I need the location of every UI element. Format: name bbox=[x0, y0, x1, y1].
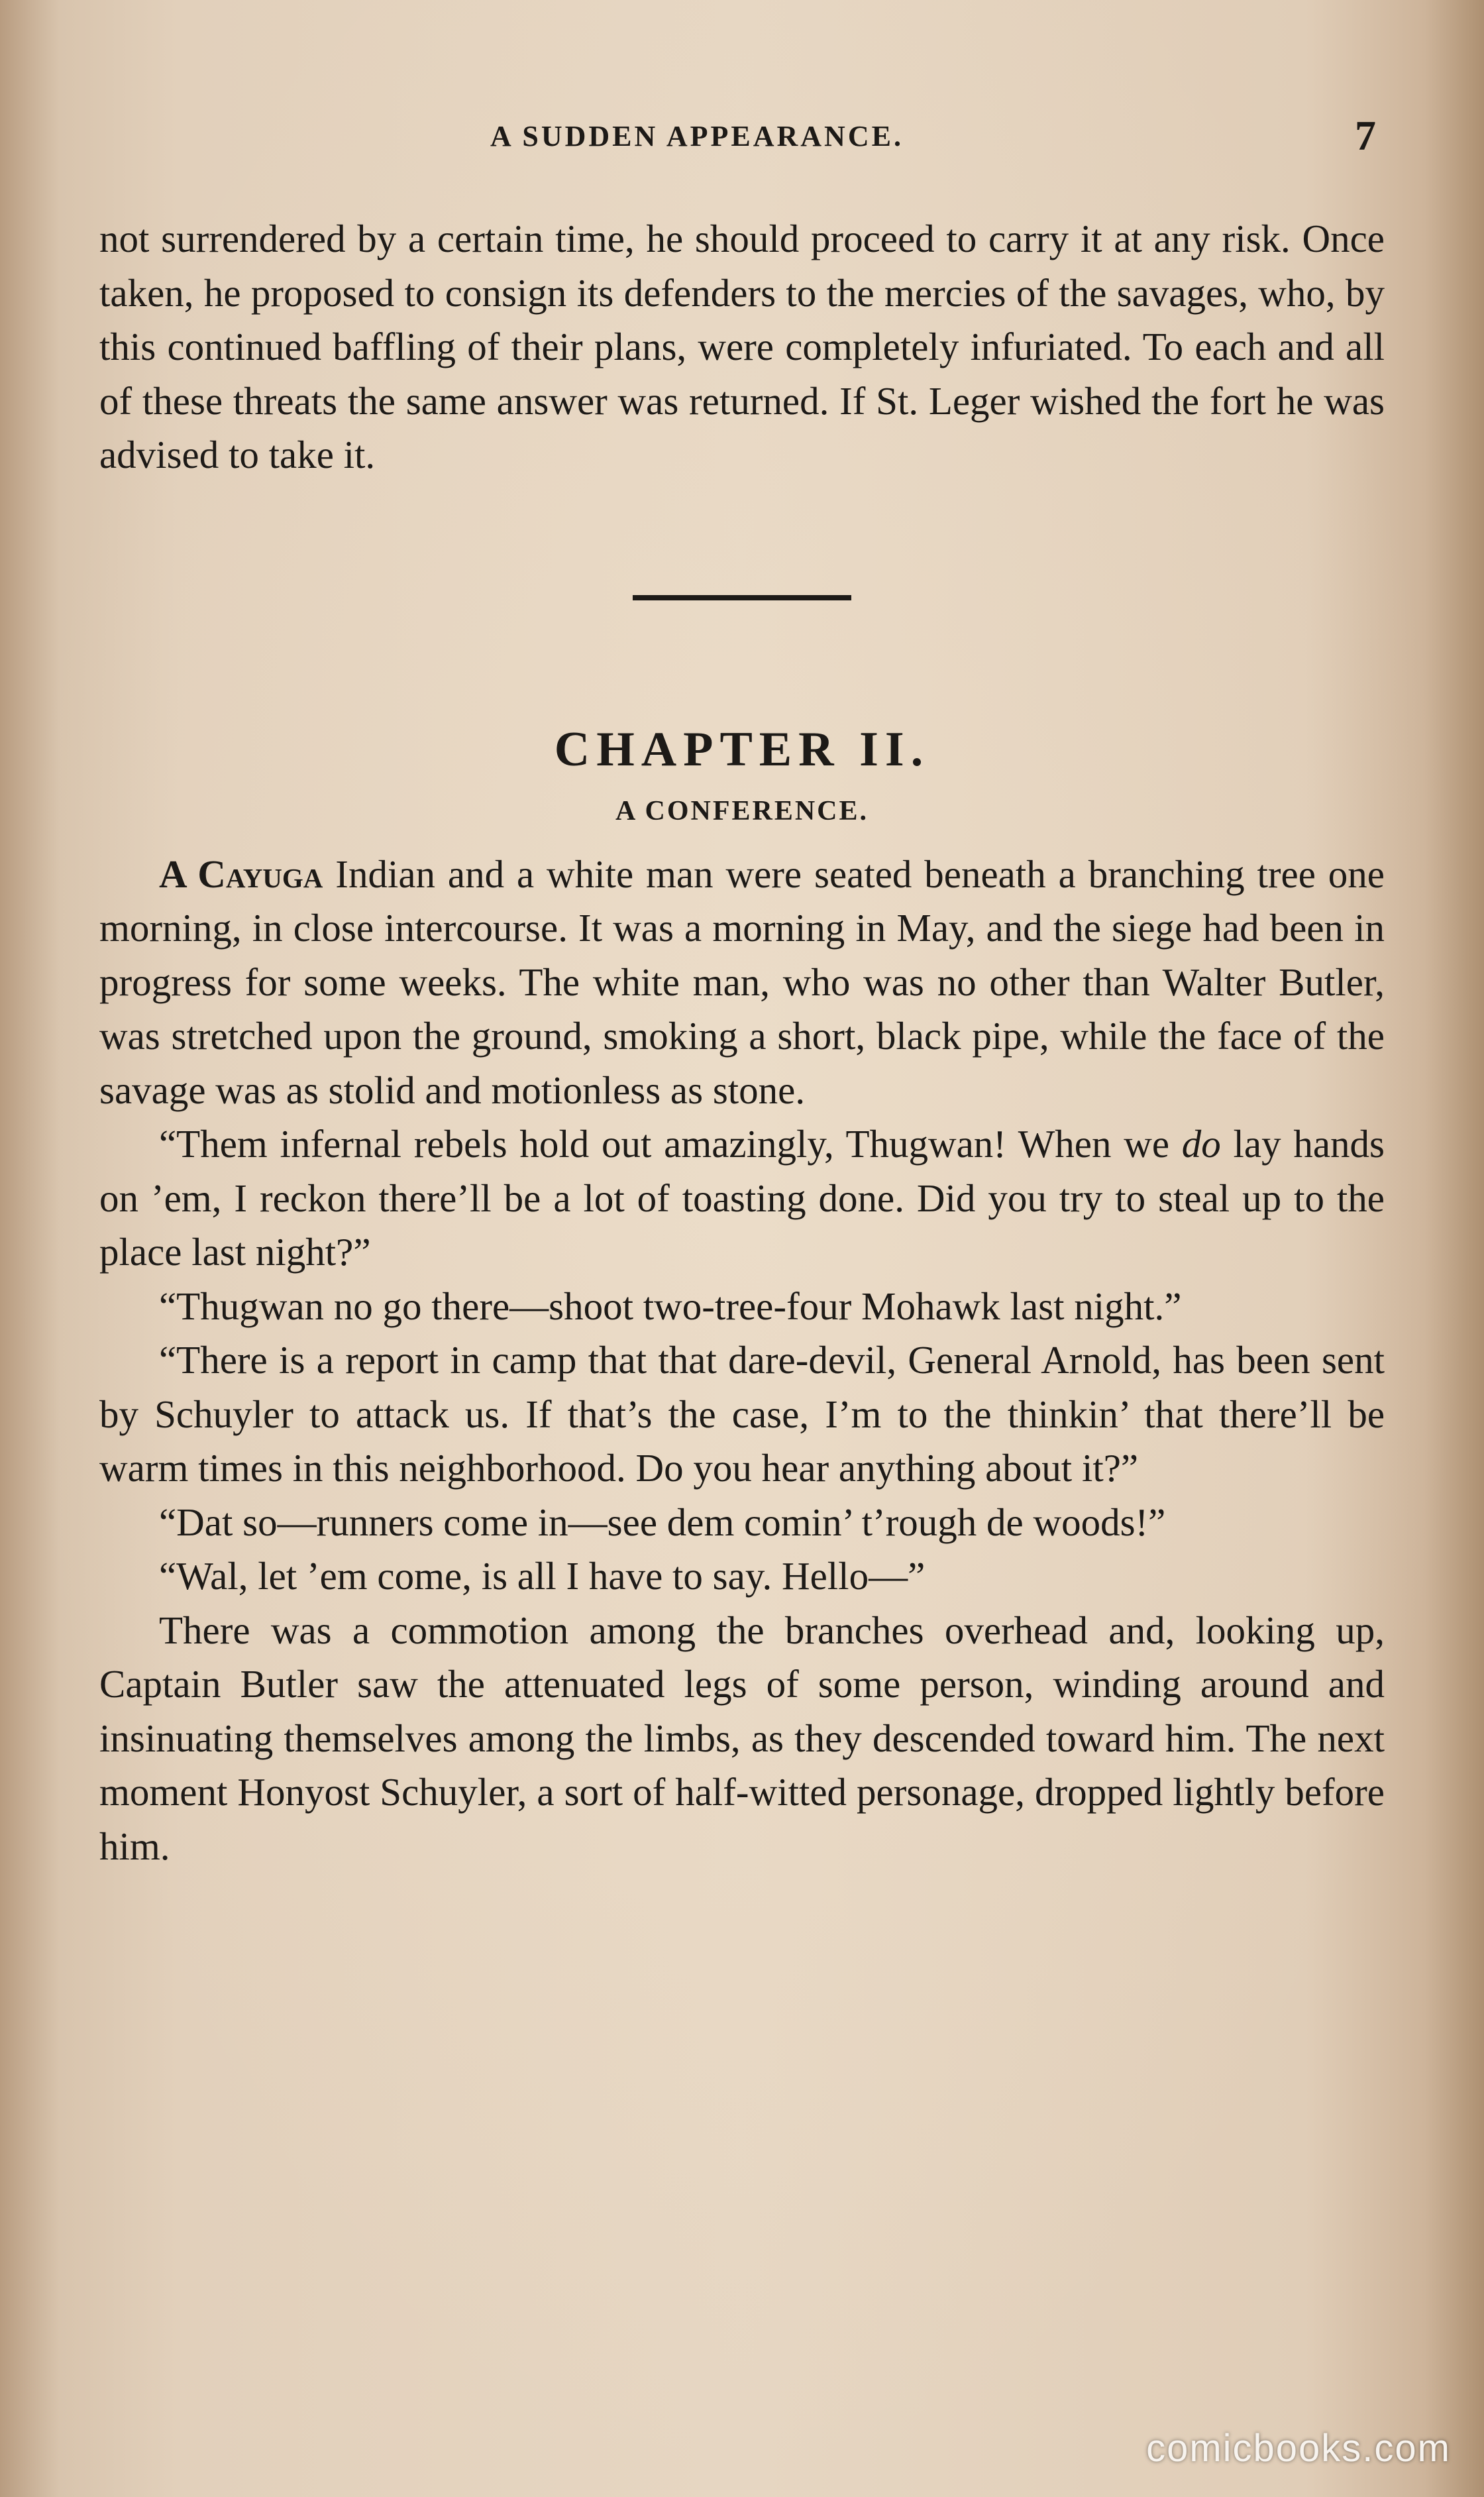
paragraph-1-lead: A Cayuga bbox=[159, 852, 323, 896]
text-block bbox=[99, 212, 1385, 1873]
running-title: A SUDDEN APPEARANCE. bbox=[490, 120, 904, 152]
paragraph-2-italic: do bbox=[1181, 1122, 1221, 1166]
chapter-title: CHAPTER II. bbox=[554, 722, 930, 777]
paragraph-3: “Thugwan no go there—shoot two-tree-four Mohawk last night.” bbox=[159, 1284, 1182, 1328]
section-divider bbox=[633, 595, 851, 600]
paragraph-1-text: Indian and a white man were seated beneath a branching tree one morning, in close intercourse. It was a morning in May, and the siege had been in progress for some weeks. The white man, who was no other than Walter Butler, was stretched upon the ground, smoking a short, black pipe, while the face of the savage was as stolid and motionless as stone. bbox=[99, 852, 1385, 1112]
paragraph-2-text-a: “Them infernal rebels hold out amazingly, Thugwan! When we bbox=[159, 1122, 1182, 1166]
paragraph-7: There was a commotion among the branches overhead and, looking up, Captain Butler saw the attenuated legs of some person, winding around and insinuating themselves among the limbs, as they descended toward him. The next moment Honyost Schuyler, a sort of half-witted personage, dropped lightly before him. bbox=[99, 1608, 1385, 1868]
paragraph-6: “Wal, let ’em come, is all I have to say. Hello—” bbox=[159, 1554, 926, 1598]
paragraph-4: “There is a report in camp that that dare-devil, General Arnold, has been sent by Schuyler to attack us. If that’s the case, I’m to the thinkin’ that there’ll be warm times in this neighborhood. Do you hear anything about it?” bbox=[99, 1338, 1385, 1490]
opening-paragraph: not surrendered by a certain time, he should proceed to carry it at any risk. Once taken, he proposed to consign its defenders to the mercies of the savages, who, by this continued baffling of their plans, were completely infuriated. To each and all of these threats the same answer was returned. If St. Leger wished the fort he was advised to take it. bbox=[99, 217, 1385, 476]
watermark: comicbooks.com bbox=[1146, 2427, 1451, 2470]
paragraph-2-text-b: lay hands on ’em, I reckon there’ll be a lot of toasting done. Did you try to steal up to the place last night?” bbox=[99, 1122, 1385, 1274]
running-head bbox=[0, 112, 1484, 159]
chapter-subtitle: A CONFERENCE. bbox=[615, 795, 869, 826]
paragraph-1 bbox=[99, 848, 1385, 1118]
paragraph-2 bbox=[99, 1117, 1385, 1280]
page-number: 7 bbox=[1355, 112, 1376, 159]
paragraph-5: “Dat so—runners come in—see dem comin’ t’rough de woods!” bbox=[159, 1500, 1166, 1544]
